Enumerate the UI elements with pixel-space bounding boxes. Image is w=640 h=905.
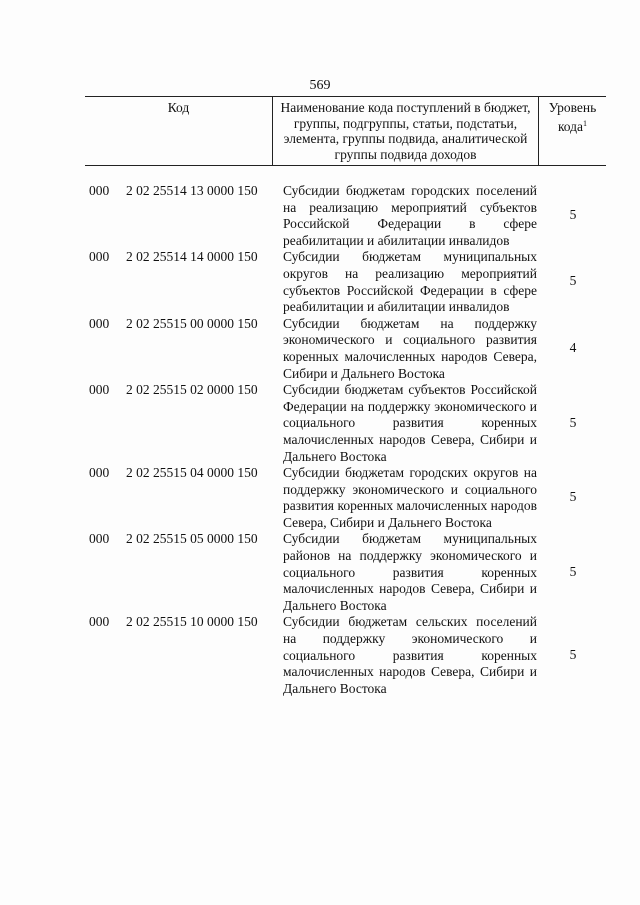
row-prefix: 000 xyxy=(89,382,110,398)
row-level: 5 xyxy=(569,207,577,222)
table-body xyxy=(0,183,640,697)
row-name: Субсидии бюджетам субъектов Российской Федерации на поддержку экономического и социального развития коренных малочисленных народов Севера, Сибири и Дальнего Востока xyxy=(283,382,537,464)
table-row xyxy=(0,531,640,614)
table-row xyxy=(0,316,640,382)
page-number: 569 xyxy=(309,78,331,93)
row-prefix: 000 xyxy=(89,183,110,198)
table-row xyxy=(0,382,640,465)
row-level: 5 xyxy=(569,563,577,579)
row-code: 2 02 25515 00 0000 150 xyxy=(126,315,258,331)
row-prefix: 000 xyxy=(89,315,110,331)
row-code: 2 02 25515 05 0000 150 xyxy=(126,531,258,547)
row-prefix: 000 xyxy=(89,614,110,630)
table-row xyxy=(0,614,640,697)
table-row xyxy=(0,183,640,249)
table-header xyxy=(85,96,606,166)
row-name: Субсидии бюджетам городских округов на поддержку экономического и социального развития коренных малочисленных народов Севера, Сибири и Дальнего Востока xyxy=(283,465,537,530)
header-name: Наименование кода поступлений в бюджет, группы, подгруппы, статьи, подстатьи, элемента, группы подвида, аналитической группы подвида доходов xyxy=(272,97,539,165)
row-code: 2 02 25515 04 0000 150 xyxy=(126,465,258,481)
row-code: 2 02 25515 10 0000 150 xyxy=(126,614,258,630)
row-prefix: 000 xyxy=(89,531,110,547)
row-level: 5 xyxy=(569,646,577,662)
header-level-label: Уровень кода xyxy=(548,100,597,134)
header-level-footnote: 1 xyxy=(583,118,588,128)
row-code: 2 02 25514 14 0000 150 xyxy=(126,249,258,265)
row-name: Субсидии бюджетам на поддержку экономического и социального развития коренных малочисленных народов Севера, Сибири и Дальнего Востока xyxy=(283,315,537,381)
table-row xyxy=(0,465,640,531)
row-prefix: 000 xyxy=(89,249,110,265)
table-row xyxy=(0,249,640,315)
row-level: 5 xyxy=(569,414,577,430)
row-prefix: 000 xyxy=(89,465,110,481)
row-level: 4 xyxy=(569,339,577,355)
header-level xyxy=(539,97,606,165)
row-name: Субсидии бюджетам сельских поселений на поддержку экономического и социального развития коренных малочисленных народов Севера, Сибири и Дальнего Востока xyxy=(283,614,537,696)
row-level: 5 xyxy=(569,273,577,289)
row-code: 2 02 25515 02 0000 150 xyxy=(126,382,258,398)
row-level: 5 xyxy=(569,489,577,505)
header-code: Код xyxy=(167,100,190,115)
row-name: Субсидии бюджетам городских поселений на реализацию мероприятий субъектов Российской Федерации в сфере реабилитации и абилитации инвалидов xyxy=(283,183,537,248)
row-name: Субсидии бюджетам муниципальных округов на реализацию мероприятий субъектов Российской Федерации в сфере реабилитации и абилитации инвалидов xyxy=(283,249,537,315)
row-name: Субсидии бюджетам муниципальных районов на поддержку экономического и социального развития коренных малочисленных народов Севера, Сибири и Дальнего Востока xyxy=(283,531,537,613)
row-code: 2 02 25514 13 0000 150 xyxy=(126,183,258,198)
